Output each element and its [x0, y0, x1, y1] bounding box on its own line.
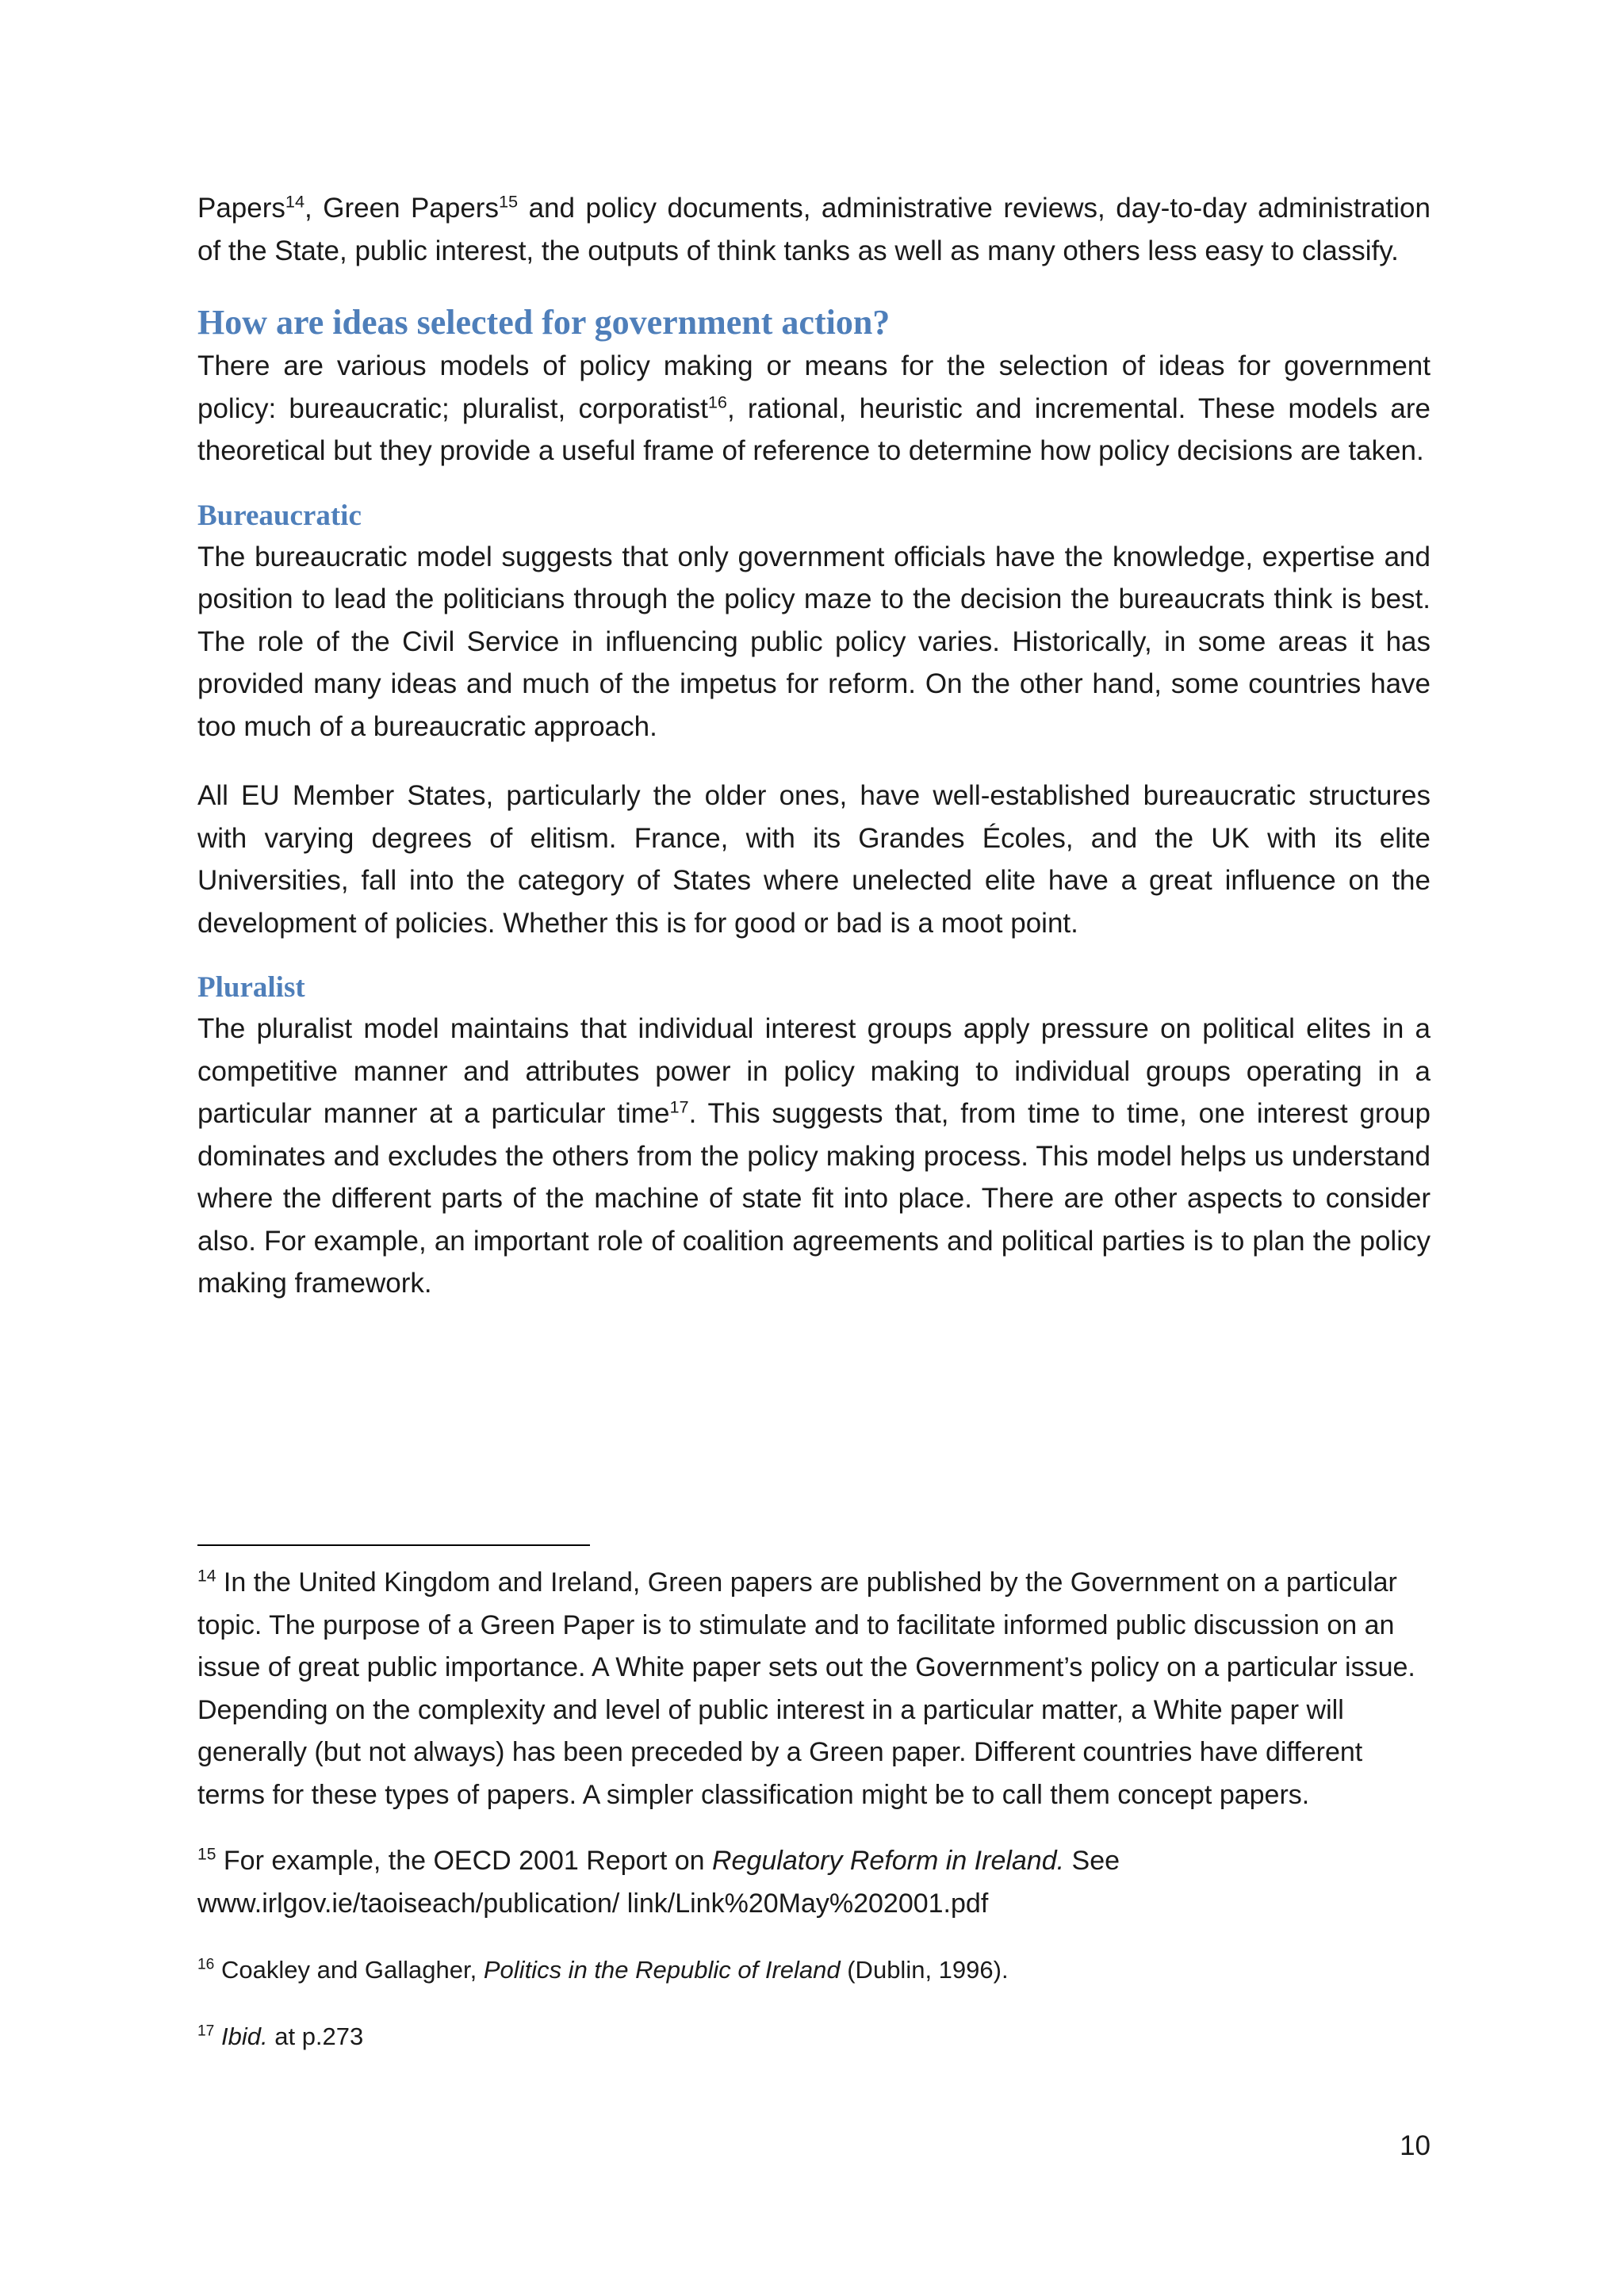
footnote-17 [197, 2015, 1431, 2058]
footnote-14-text: In the United Kingdom and Ireland, Green papers are published by the Government on a particular topic. The purpose of a Green Paper is to stimulate and to facilitate informed public discussion on an issue of great public importance. A White paper sets out the Government’s policy on a particular issue. Depending on the complexity and level of public interest in a particular matter, a White paper will generally (but not always) has been preceded by a Green paper. Different countries have different terms for these types of papers. A simpler classification might be to call them concept papers. [197, 1567, 1415, 1810]
bureaucratic-paragraph-1: The bureaucratic model suggests that only government officials have the knowledge, expertise and position to lead the politicians through the policy maze to the decision the bureaucrats think is best. The role of the Civil Service in influencing public policy varies. Historically, in some areas it has provided many ideas and much of the impetus for reform. On the other hand, some countries have too much of a bureaucratic approach. [197, 541, 1431, 742]
footnote-14 [197, 1562, 1431, 1816]
section-heading: How are ideas selected for government action? [197, 303, 891, 342]
footnote-15-url[interactable]: www.irlgov.ie/taoiseach/publication/ link/Link%20May%202001.pdf [197, 1888, 989, 1919]
footnote-17-ibid: Ibid. [221, 2022, 268, 2050]
pluralist-heading: Pluralist [197, 971, 305, 1004]
footnotes [197, 1544, 1431, 2057]
section-intro-text-1: There are various models of policy making or means for the selection of ideas for government policy: bureaucratic; pluralist, corporatist [197, 350, 1431, 424]
footnote-16-text-1: Coakley and Gallagher, [214, 1956, 484, 1984]
footnote-16 [197, 1949, 1431, 1992]
footnote-number-15: 15 [197, 1845, 216, 1864]
footnote-number-16: 16 [197, 1956, 215, 1973]
intro-text-3: and policy documents, administrative reviews, day-to-day administration of the State, public interest, the outputs of think tanks as well as many others less easy to classify. [197, 193, 1431, 266]
footnote-15-text-1: For example, the OECD 2001 Report on [216, 1846, 712, 1876]
section-intro-text-2: , rational, heuristic and incremental. These models are theoretical but they provide a useful frame of reference to determine how policy decisions are taken. [197, 392, 1431, 466]
footnote-15-text-2: See [1064, 1846, 1120, 1876]
footnote-ref-14[interactable]: 14 [285, 191, 305, 212]
footnote-ref-16[interactable]: 16 [707, 391, 727, 411]
footnote-ref-17[interactable]: 17 [669, 1096, 689, 1117]
footnote-16-text-2: (Dublin, 1996). [840, 1956, 1009, 1984]
section-intro-paragraph [197, 345, 1431, 473]
footnote-number-14: 14 [197, 1567, 216, 1586]
pluralist-paragraph [197, 1008, 1431, 1305]
page-body [197, 187, 1431, 1305]
footnote-number-17: 17 [197, 2022, 215, 2040]
bureaucratic-paragraph-2: All EU Member States, particularly the older ones, have well-established bureaucratic structures with varying degrees of elitism. France, with its Grandes Écoles, and the UK with its elite Universities, fall into the category of States where unelected elite have a great influence on the development of policies. Whether this is for good or bad is a moot point. [197, 780, 1431, 939]
footnote-15 [197, 1840, 1431, 1925]
pluralist-text-1: The pluralist model maintains that individual interest groups apply pressure on political elites in a competitive manner and attributes power in policy making to individual groups operating in a particular manner at a particular time [197, 1013, 1431, 1129]
footnote-15-title: Regulatory Reform in Ireland. [711, 1846, 1065, 1876]
paragraph-gap [197, 748, 1431, 775]
intro-text-2: , Green Papers [304, 193, 499, 224]
footnote-17-text: at p.273 [267, 2022, 364, 2050]
footnote-ref-15[interactable]: 15 [498, 191, 519, 212]
intro-text-1: Papers [197, 193, 285, 224]
pluralist-text-2: . This suggests that, from time to time, one interest group dominates and excludes the others from the policy making process. This model helps us understand where the different parts of the machine of state fit into place. There are other aspects to consider also. For example, an important role of coalition agreements and political parties is to plan the policy making framework. [197, 1098, 1431, 1299]
footnote-16-title: Politics in the Republic of Ireland [483, 1956, 841, 1984]
footnote-separator [197, 1544, 590, 1546]
intro-paragraph [197, 187, 1431, 272]
bureaucratic-heading: Bureaucratic [197, 499, 362, 532]
page-number: 10 [1400, 2130, 1431, 2161]
